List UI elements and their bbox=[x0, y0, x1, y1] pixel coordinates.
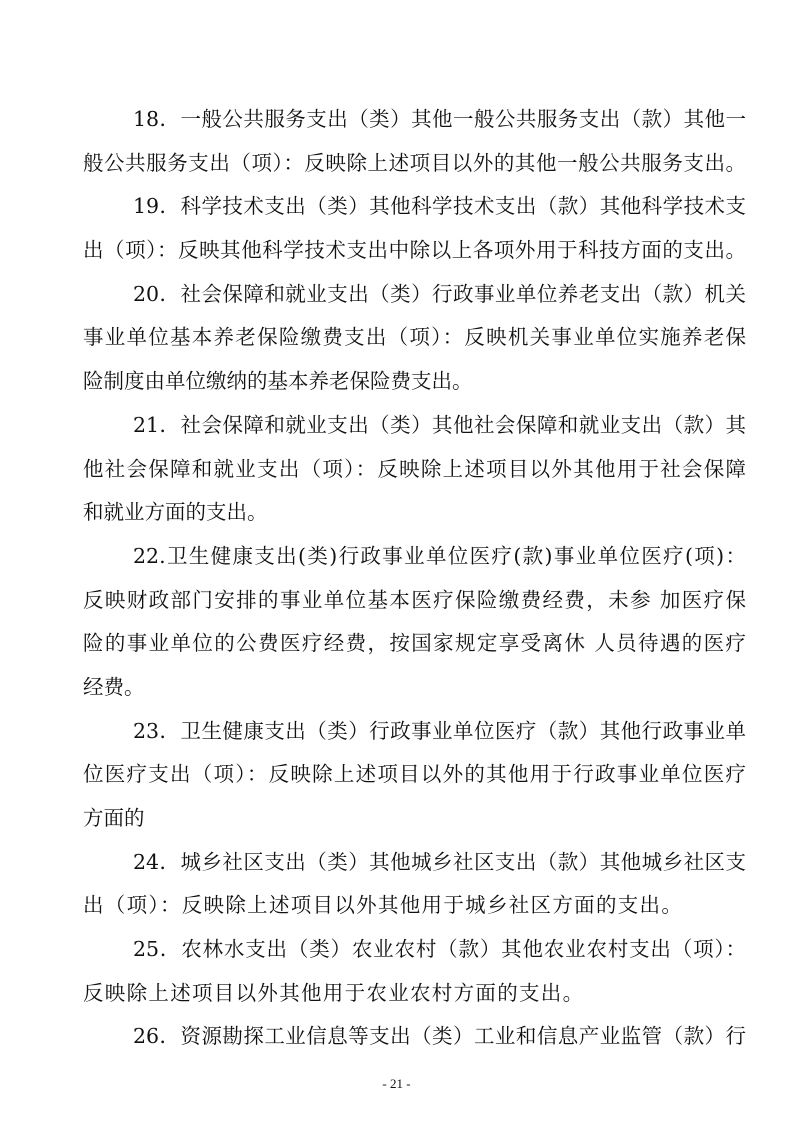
text-line: 25．农林水支出（类）农业农村（款）其他农业农村支出（项）： bbox=[133, 937, 746, 962]
text-line: 22.卫生健康支出(类)行政事业单位医疗(款)事业单位医疗(项)： bbox=[133, 543, 746, 568]
text-line: 反映财政部门安排的事业单位基本医疗保险缴费经费，未参 加医疗保 bbox=[83, 587, 746, 612]
document-body bbox=[83, 98, 746, 1059]
paragraph-24 bbox=[83, 841, 746, 928]
text-line: 事业单位基本养老保险缴费支出（项）：反映机关事业单位实施养老保 bbox=[83, 325, 746, 350]
text-line: 般公共服务支出（项）：反映除上述项目以外的其他一般公共服务支出。 bbox=[83, 150, 746, 175]
text-line: 19．科学技术支出（类）其他科学技术支出（款）其他科学技术支 bbox=[133, 194, 746, 219]
text-line: 反映除上述项目以外其他用于农业农村方面的支出。 bbox=[83, 980, 585, 1005]
text-line: 他社会保障和就业支出（项）：反映除上述项目以外其他用于社会保障 bbox=[83, 456, 746, 481]
paragraph-21 bbox=[83, 404, 746, 535]
text-line: 出（项）：反映其他科学技术支出中除以上各项外用于科技方面的支出。 bbox=[83, 238, 746, 263]
text-line: 和就业方面的支出。 bbox=[83, 500, 268, 525]
text-line: 位医疗支出（项）：反映除上述项目以外的其他用于行政事业单位医疗 bbox=[83, 762, 746, 787]
text-line: 经费。 bbox=[83, 674, 145, 699]
paragraph-19 bbox=[83, 185, 746, 272]
text-line: 21．社会保障和就业支出（类）其他社会保障和就业支出（款）其 bbox=[133, 412, 746, 437]
paragraph-23 bbox=[83, 710, 746, 841]
paragraph-20 bbox=[83, 273, 746, 404]
text-line: 20．社会保障和就业支出（类）行政事业单位养老支出（款）机关 bbox=[133, 281, 746, 306]
text-line: 23．卫生健康支出（类）行政事业单位医疗（款）其他行政事业单 bbox=[133, 718, 746, 743]
text-line: 18．一般公共服务支出（类）其他一般公共服务支出（款）其他一 bbox=[133, 107, 746, 131]
paragraph-25 bbox=[83, 928, 746, 1015]
paragraph-22 bbox=[83, 535, 746, 710]
page-number: - 21 - bbox=[382, 1076, 411, 1091]
text-line: 24．城乡社区支出（类）其他城乡社区支出（款）其他城乡社区支 bbox=[133, 849, 746, 874]
text-line: 方面的 bbox=[83, 806, 145, 830]
text-line: 26．资源勘探工业信息等支出（类）工业和信息产业监管（款）行 bbox=[133, 1024, 746, 1049]
text-line: 险的事业单位的公费医疗经费，按国家规定享受离休 人员待遇的医疗 bbox=[83, 631, 746, 656]
text-line: 出（项）：反映除上述项目以外其他用于城乡社区方面的支出。 bbox=[83, 893, 684, 918]
paragraph-26 bbox=[83, 1015, 746, 1059]
text-line: 险制度由单位缴纳的基本养老保险费支出。 bbox=[83, 369, 473, 394]
paragraph-18 bbox=[83, 98, 746, 185]
